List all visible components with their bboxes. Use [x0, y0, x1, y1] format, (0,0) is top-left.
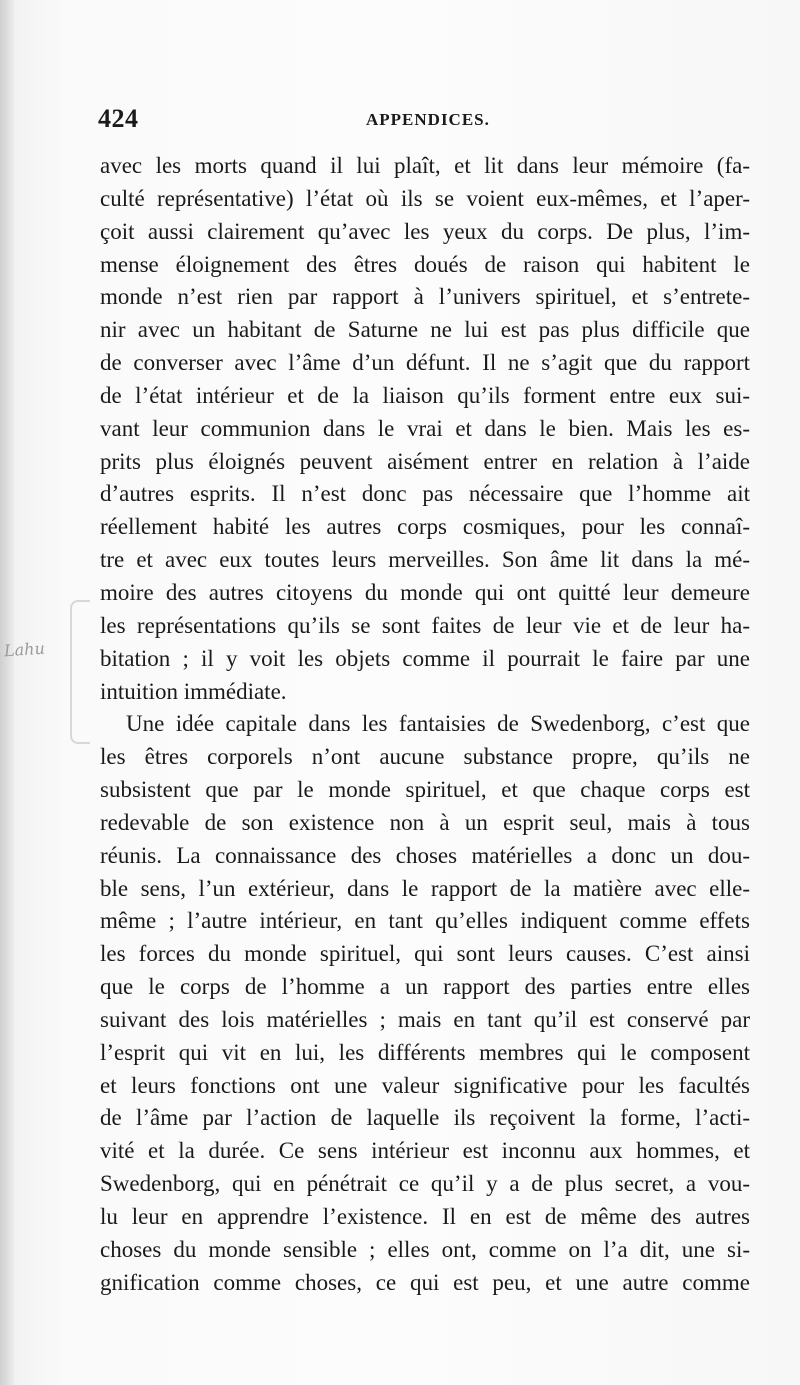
margin-handwritten-note: Lahu [3, 638, 46, 661]
text-line: çoit aussi clairement qu’avec les yeux du corps. De plus, l’im- [100, 218, 750, 244]
text-line: gnification comme choses, ce qui est peu, et une autre comme [100, 1269, 750, 1295]
page-gutter-shadow [0, 0, 14, 1385]
text-line: prits plus éloignés peuvent aisément entrer en relation à l’aide [100, 448, 750, 474]
text-line: les êtres corporels n’ont aucune substance propre, qu’ils ne [100, 744, 750, 770]
text-line: ble sens, l’un extérieur, dans le rapport de la matière avec elle- [100, 875, 750, 901]
text-line: l’esprit qui vit en lui, les différents membres qui le composent [100, 1039, 750, 1065]
paragraph-first-line: Une idée capitale dans les fantaisies de Swedenborg, c’est que [126, 711, 750, 737]
text-line: vant leur communion dans le vrai et dans le bien. Mais les es- [100, 415, 750, 441]
text-line: lu leur en apprendre l’existence. Il en est de même des autres [100, 1204, 750, 1229]
text-line: de l’état intérieur et de la liaison qu’ils forment entre eux sui- [100, 382, 750, 408]
text-line: subsistent que par le monde spirituel, et que chaque corps est [100, 777, 750, 803]
text-line: choses du monde sensible ; elles ont, comme on l’a dit, une si- [100, 1236, 750, 1262]
page-header [98, 104, 758, 140]
text-line: mense éloignement des êtres doués de raison qui habitent le [100, 251, 750, 277]
text-line: réunis. La connaissance des choses matérielles a donc un dou- [100, 842, 750, 868]
text-line: avec les morts quand il lui plaît, et lit dans leur mémoire (fa- [100, 153, 750, 178]
text-line: d’autres esprits. Il n’est donc pas nécessaire que l’homme ait [100, 481, 750, 507]
text-line: vité et la durée. Ce sens intérieur est inconnu aux hommes, et [100, 1138, 750, 1164]
text-line: les forces du monde spirituel, qui sont leurs causes. C’est ainsi [100, 941, 750, 967]
text-line: tre et avec eux toutes leurs merveilles. Son âme lit dans la mé- [100, 547, 750, 573]
text-line: Swedenborg, qui en pénétrait ce qu’il y a de plus secret, a vou- [100, 1171, 750, 1197]
text-line: bitation ; il y voit les objets comme il pourrait le faire par une [100, 645, 750, 671]
running-head: APPENDICES. [366, 110, 490, 129]
text-line: que le corps de l’homme a un rapport des parties entre elles [100, 974, 750, 1000]
body-text [100, 150, 750, 1300]
page-number: 424 [98, 104, 139, 133]
text-line: de l’âme par l’action de laquelle ils reçoivent la forme, l’acti- [100, 1105, 750, 1131]
text-line: les représentations qu’ils se sont faites de leur vie et de leur ha- [100, 612, 750, 638]
text-line: moire des autres citoyens du monde qui ont quitté leur demeure [100, 579, 750, 605]
text-line: et leurs fonctions ont une valeur significative pour les facultés [100, 1072, 750, 1098]
text-line: nir avec un habitant de Saturne ne lui est pas plus difficile que [100, 317, 750, 343]
text-line: même ; l’autre intérieur, en tant qu’elles indiquent comme effets [100, 908, 750, 934]
margin-pencil-bracket [70, 600, 90, 744]
text-line: de converser avec l’âme d’un défunt. Il ne s’agit que du rapport [100, 350, 750, 376]
text-line: redevable de son existence non à un esprit seul, mais à tous [100, 809, 750, 835]
text-line: suivant des lois matérielles ; mais en tant qu’il est conservé par [100, 1006, 750, 1032]
text-line: réellement habité les autres corps cosmiques, pour les connaî- [100, 514, 750, 540]
paragraph-last-line: intuition immédiate. [100, 678, 287, 704]
text-line: culté représentative) l’état où ils se voient eux-mêmes, et l’aper- [100, 185, 750, 211]
text-line: monde n’est rien par rapport à l’univers spirituel, et s’entrete- [100, 284, 750, 310]
